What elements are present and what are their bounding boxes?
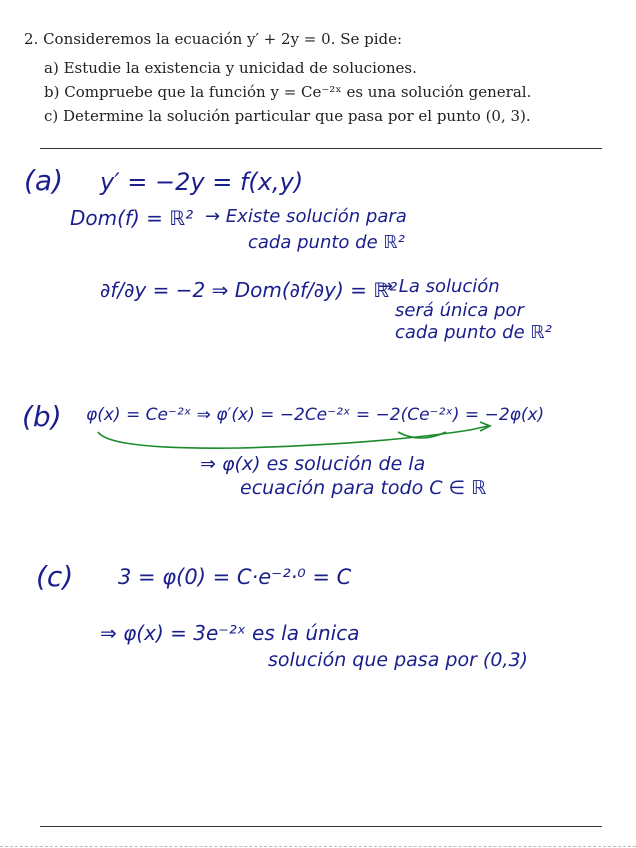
part-a-line4: ∂f/∂y = −2 ⇒ Dom(∂f/∂y) = ℝ² [100,278,398,302]
problem-item-c: c) Determine la solución particular que pasa por el punto (0, 3). [44,107,531,125]
part-b-line1: φ(x) = Ce⁻²ˣ ⇒ φ′(x) = −2Ce⁻²ˣ = −2(Ce⁻²ˣ) = −2φ(x) [86,405,545,425]
part-a-line6: cada punto de ℝ² [395,322,552,343]
part-b-label: (b) [22,400,62,433]
part-c-line3: solución que pasa por (0,3) [268,649,528,671]
part-a-line3: cada punto de ℝ² [248,232,405,253]
part-a-line1: y′ = −2y = f(x,y) [100,168,304,196]
part-c-line2: ⇒ φ(x) = 3e⁻²ˣ es la única [100,621,360,645]
problem-item-b: b) Compruebe que la función y = Ce⁻²ˣ es una solución general. [44,83,532,101]
part-a-line5: será única por [395,300,524,321]
part-c-label: (c) [36,560,74,593]
part-c-line1: 3 = φ(0) = C·e⁻²·⁰ = C [118,565,352,589]
part-a-line2b: → Existe solución para [205,206,407,227]
bottom-divider [40,826,602,827]
part-a-line2: Dom(f) = ℝ² [70,206,194,230]
part-b-line3: ecuación para todo C ∈ ℝ [240,477,487,499]
page-edge [0,846,636,847]
part-a-label: (a) [24,164,64,197]
part-a-line4b: → La solución [378,276,500,297]
problem-title: 2. Consideremos la ecuación y′ + 2y = 0. Se pide: [24,30,403,48]
part-b-line2: ⇒ φ(x) es solución de la [200,453,426,475]
problem-item-a: a) Estudie la existencia y unicidad de soluciones. [44,59,417,77]
